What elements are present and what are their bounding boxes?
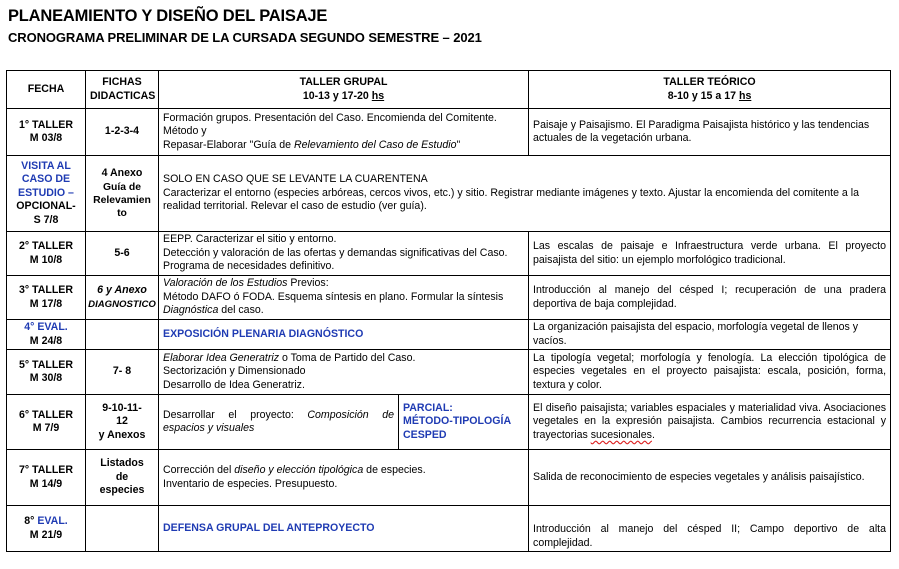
grupal-cell: EXPOSICIÓN PLENARIA DIAGNÓSTICO — [159, 320, 529, 350]
fecha-line: M 21/9 — [29, 528, 63, 541]
grupal-line: Método DAFO ó FODA. Esquema síntesis en plano. Formular la síntesis — [163, 290, 504, 303]
fecha-line — [9, 515, 83, 529]
fecha-cell — [7, 450, 86, 506]
fichas-line: 9-10-11- — [102, 401, 142, 414]
fichas-line: Listados — [100, 457, 144, 470]
fichas-cell: 5-6 — [86, 232, 159, 276]
teorico-text: El diseño paisajista; variables espaciales y materialidad viva. Asociaciones vegetales en la expresión paisajista. Cambios recurrencia estacional y trayectorias — [533, 401, 887, 441]
grupal-text: del caso. — [218, 304, 264, 317]
teorico-cell: Paisaje y Paisajismo. El Paradigma Paisajista histórico y las tendencias actuales de la vegetación urbana. — [529, 109, 891, 156]
table-row — [7, 320, 891, 350]
grupal-italic-text: Composición de espacios y visuales — [163, 408, 394, 434]
header-grupal-hs: hs — [371, 89, 385, 102]
grupal-italic-text: Diagnóstica — [163, 304, 219, 317]
fecha-line: M 17/8 — [29, 297, 63, 310]
page-title: PLANEAMIENTO Y DISEÑO DEL PAISAJE — [8, 7, 328, 25]
fecha-line: 4° EVAL. — [24, 321, 68, 333]
table-header-row — [7, 71, 891, 109]
parcial-cell — [399, 395, 529, 450]
fichas-line: 4 Anexo — [101, 167, 143, 180]
table-row — [7, 395, 891, 450]
fecha-text: EVAL. — [37, 515, 68, 527]
teorico-cell: Las escalas de paisaje e Infraestructura verde urbana. El proyecto paisajista del sitio: un ejemplo morfológico tradicional. — [529, 232, 891, 276]
header-fichas-line2: DIDACTICAS — [90, 89, 156, 102]
fecha-line: 5° TALLER — [18, 358, 74, 371]
table-row — [7, 109, 891, 156]
fecha-line: VISITA AL — [21, 159, 71, 172]
fecha-cell — [7, 350, 86, 395]
parcial-line: CESPED — [403, 428, 447, 441]
table-row — [7, 506, 891, 552]
fichas-line: Relevamien — [93, 194, 151, 206]
grupal-cell: DEFENSA GRUPAL DEL ANTEPROYECTO — [159, 506, 529, 552]
teorico-cell: La organización paisajista del espacio, morfología vegetal de llenos y vacíos. — [529, 320, 891, 350]
teorico-cell: La tipología vegetal; morfología y fenología. La elección tipológica de especies vegetales en el proyecto paisajista: escala, posición, forma, textura y color. — [529, 350, 891, 395]
fichas-cell — [86, 320, 159, 350]
header-teorico-line1: TALLER TEÓRICO — [663, 76, 756, 88]
fecha-cell — [7, 156, 86, 232]
parcial-line: PARCIAL: — [403, 401, 453, 414]
grupal-line — [163, 304, 524, 318]
fecha-text: ESTUDIO – — [18, 186, 74, 199]
fichas-cell: 1-2-3-4 — [86, 109, 159, 156]
grupal-cell — [159, 276, 529, 320]
header-teorico-hs: hs — [738, 89, 752, 102]
grupal-text: Repasar-Elaborar "Guía de — [163, 138, 294, 151]
fichas-line: Guía de — [102, 181, 142, 193]
grupal-cell — [159, 450, 529, 506]
fecha-line: M 03/8 — [29, 132, 63, 144]
table-row — [7, 350, 891, 395]
grupal-text: de especies. — [363, 464, 426, 476]
fecha-line: M 30/8 — [29, 372, 63, 384]
fichas-line: de — [115, 470, 129, 483]
grupal-line — [163, 277, 524, 291]
fecha-line: CASO DE — [21, 173, 71, 186]
fecha-line: M 14/9 — [29, 477, 63, 490]
header-fichas-line1: FICHAS — [102, 76, 142, 88]
fecha-line: OPCIONAL- — [16, 200, 76, 213]
header-fecha: FECHA — [7, 71, 86, 109]
teorico-cell: Introducción al manejo del césped I; recuperación de una pradera deportiva de baja complejidad. — [529, 276, 891, 320]
fecha-line: 7° TALLER — [18, 464, 74, 476]
teorico-text: . — [651, 428, 655, 441]
fecha-cell — [7, 395, 86, 450]
fecha-line: M 10/8 — [29, 253, 63, 266]
grupal-text: Corrección del — [163, 464, 235, 476]
page-subtitle: CRONOGRAMA PRELIMINAR DE LA CURSADA SEGUNDO SEMESTRE – 2021 — [8, 30, 482, 45]
table-row — [7, 276, 891, 320]
fecha-line: S 7/8 — [33, 213, 59, 226]
grupal-line — [163, 139, 524, 153]
table-row — [7, 156, 891, 232]
fecha-cell — [7, 506, 86, 552]
teorico-cell: Introducción al manejo del césped II; Campo deportivo de alta complejidad. — [529, 506, 891, 552]
grupal-cell — [159, 232, 529, 276]
fecha-line: M 7/9 — [32, 422, 60, 434]
grupal-line — [163, 352, 524, 366]
grupal-line: Formación grupos. Presentación del Caso. Encomienda del Comitente. Método y — [163, 111, 497, 138]
grupal-italic-text: Valoración de los Estudios — [163, 277, 288, 290]
header-grupal-line2 — [163, 90, 524, 104]
grupal-line: Detección y valoración de las ofertas y demandas significativas del Caso. — [163, 246, 508, 259]
fichas-line: y Anexos — [98, 428, 146, 441]
schedule-table — [6, 70, 891, 552]
grupal-text: Previos: — [287, 277, 329, 290]
table-row — [7, 450, 891, 506]
header-grupal-hours: 10-13 y 17-20 — [302, 89, 372, 102]
fichas-cell — [86, 506, 159, 552]
fecha-line: M 24/8 — [29, 334, 63, 347]
fichas-cell — [86, 156, 159, 232]
header-taller-grupal — [159, 71, 529, 109]
grupal-text: " — [456, 138, 461, 151]
grupal-line — [163, 464, 524, 478]
fecha-line: 2° TALLER — [18, 240, 74, 252]
merged-line: SOLO EN CASO QUE SE LEVANTE LA CUARENTENA — [163, 173, 428, 186]
fichas-line: especies — [99, 484, 145, 497]
grupal-text: o Toma de Partido del Caso. — [279, 351, 416, 364]
merged-line: Caracterizar el entorno (especies arbóreas, cercos vivos, etc.) y sitio. Registrar mediante imágenes y texto. Ajustar la encomienda del comitente a la realidad territorial. Relevar el caso de estudio (ver guía). — [163, 186, 859, 213]
fichas-line: DIAGNOSTICO — [88, 298, 156, 310]
table-row — [7, 232, 891, 276]
fecha-line: 1° TALLER — [18, 118, 74, 131]
header-grupal-line1: TALLER GRUPAL — [299, 76, 388, 88]
fichas-cell: 7- 8 — [86, 350, 159, 395]
fecha-line: 6° TALLER — [18, 408, 74, 421]
header-teorico-line2 — [533, 90, 886, 104]
grupal-italic-text: Elaborar Idea Generatriz — [163, 351, 280, 364]
teorico-cell: Salida de reconocimiento de especies vegetales y análisis paisajístico. — [529, 450, 891, 506]
fecha-cell — [7, 232, 86, 276]
grupal-line: Desarrollo de Idea Generatriz. — [163, 378, 305, 391]
grupal-italic-text: Relevamiento del Caso de Estudio — [293, 138, 457, 151]
grupal-line: Programa de necesidades definitivo. — [163, 260, 335, 273]
fichas-line: to — [117, 207, 127, 219]
fichas-line: 12 — [116, 415, 128, 428]
grupal-cell — [159, 109, 529, 156]
header-taller-teorico — [529, 71, 891, 109]
fecha-cell — [7, 320, 86, 350]
parcial-line: MÉTODO-TIPOLOGÍA — [403, 415, 512, 428]
grupal-line: Sectorización y Dimensionado — [163, 365, 306, 378]
fichas-line: 6 y Anexo — [97, 284, 147, 297]
grupal-text: Desarrollar el proyecto: — [163, 408, 308, 421]
grupal-cell — [159, 350, 529, 395]
merged-activity-cell — [159, 156, 891, 232]
grupal-italic-text: diseño y elección tipológica — [234, 464, 364, 476]
fecha-cell — [7, 109, 86, 156]
fecha-line: 3° TALLER — [18, 284, 74, 296]
header-fichas — [86, 71, 159, 109]
grupal-cell — [159, 395, 399, 450]
fecha-line — [9, 187, 83, 201]
grupal-line: EEPP. Caracterizar el sitio y entorno. — [163, 233, 337, 246]
fichas-cell — [86, 450, 159, 506]
fichas-cell — [86, 276, 159, 320]
fichas-cell — [86, 395, 159, 450]
teorico-cell — [529, 395, 891, 450]
teorico-spellcheck-text: sucesionales — [590, 428, 652, 441]
grupal-line: Inventario de especies. Presupuesto. — [163, 477, 338, 490]
header-teorico-hours: 8-10 y 15 a 17 — [667, 89, 739, 102]
fecha-text: 8° — [24, 515, 38, 527]
fecha-cell — [7, 276, 86, 320]
